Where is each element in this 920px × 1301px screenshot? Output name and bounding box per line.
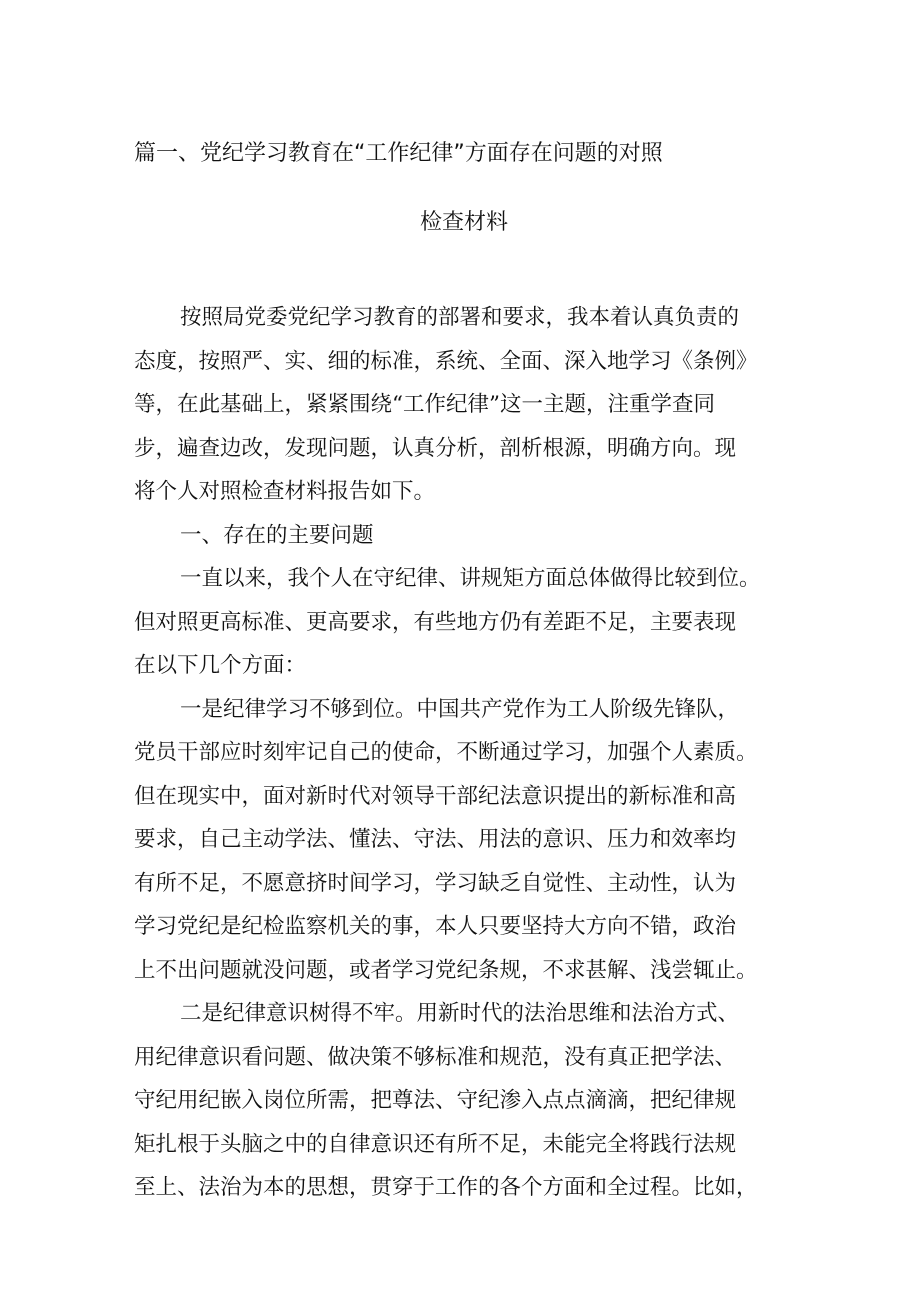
paragraph-point-1-line: 上不出问题就没问题，或者学习党纪条规，不求甚解、浅尝辄止。 — [134, 957, 758, 983]
paragraph-point-2-line: 二是纪律意识树得不牢。用新时代的法治思维和法治方式、 — [180, 1001, 740, 1026]
paragraph-intro-line: 态度，按照严、实、细的标准，系统、全面、深入地学习《条例》 — [134, 348, 758, 374]
paragraph-point-1-line: 有所不足，不愿意挤时间学习，学习缺乏自觉性、主动性，认为 — [134, 870, 737, 896]
document-body — [134, 296, 794, 1210]
paragraph-point-1-line: 党员干部应时刻牢记自己的使命，不断通过学习，加强个人素质。 — [134, 740, 758, 765]
paragraph-overview-line: 一直以来，我个人在守纪律、讲规矩方面总体做得比较到位。 — [180, 566, 761, 591]
section-heading: 一、存在的主要问题 — [180, 522, 374, 548]
paragraph-intro-line: 步，遍查边改，发现问题，认真分析，剖析根源，明确方向。现 — [134, 435, 737, 461]
document-title-line-2: 检查材料 — [420, 210, 509, 235]
paragraph-overview-line: 但对照更高标准、更高要求，有些地方仍有差距不足，主要表现 — [134, 609, 737, 635]
paragraph-point-2-line: 矩扎根于头脑之中的自律意识还有所不足，未能完全将践行法规 — [134, 1131, 737, 1157]
paragraph-point-2-line: 至上、法治为本的思想，贯穿于工作的各个方面和全过程。比如， — [134, 1175, 758, 1200]
paragraph-intro-line: 按照局党委党纪学习教育的部署和要求，我本着认真负责的 — [180, 305, 740, 330]
paragraph-point-1-line: 一是纪律学习不够到位。中国共产党作为工人阶级先锋队， — [180, 696, 740, 722]
document-title-line-1: 篇一、党纪学习教育在“工作纪律”方面存在问题的对照 — [134, 141, 663, 166]
paragraph-point-2-line: 用纪律意识看问题、做决策不够标准和规范，没有真正把学法、 — [134, 1044, 737, 1070]
paragraph-point-2-line: 守纪用纪嵌入岗位所需，把尊法、守纪渗入点点滴滴，把纪律规 — [134, 1088, 737, 1113]
paragraph-intro-line: 将个人对照检查材料报告如下。 — [134, 479, 436, 504]
paragraph-point-1-line: 学习党纪是纪检监察机关的事，本人只要坚持大方向不错，政治 — [134, 914, 737, 939]
paragraph-intro-line: 等，在此基础上，紧紧围绕“工作纪律”这一主题，注重学查同 — [134, 392, 715, 417]
paragraph-point-1-line: 要求，自己主动学法、懂法、守法、用法的意识、压力和效率均 — [134, 827, 737, 852]
paragraph-overview-line: 在以下几个方面： — [134, 653, 307, 678]
paragraph-point-1-line: 但在现实中，面对新时代对领导干部纪法意识提出的新标准和高 — [134, 783, 737, 809]
